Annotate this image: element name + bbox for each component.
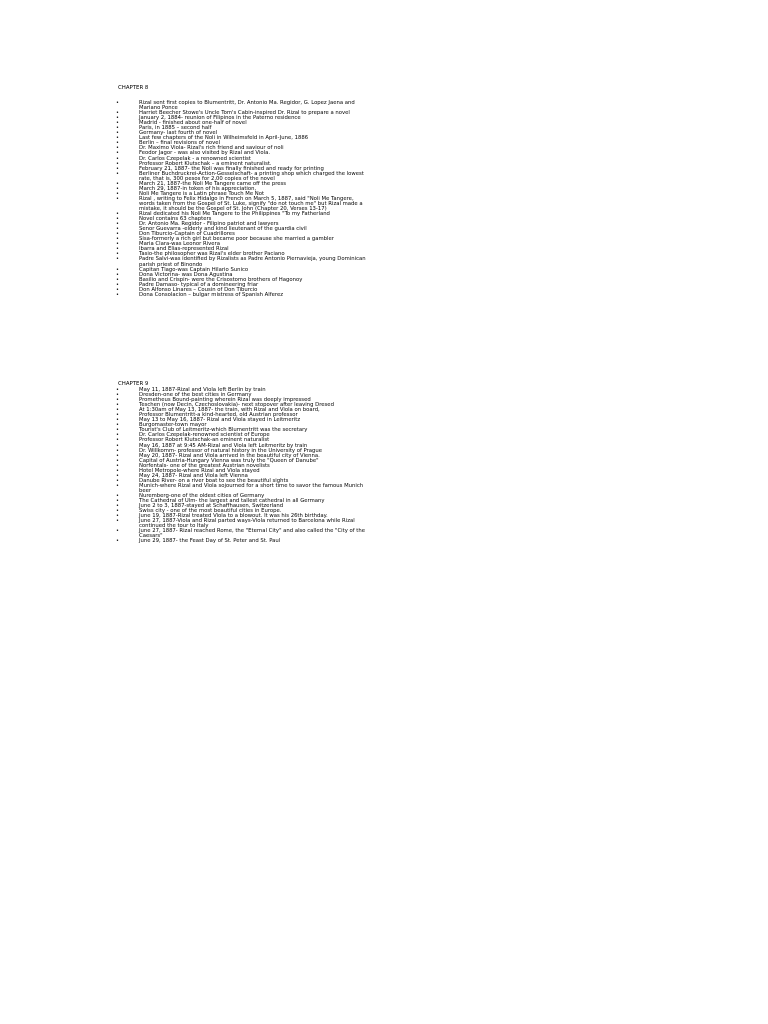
list-item: • Germany- last fourth of novel xyxy=(116,131,366,136)
list-item: • Munich-where Rizal and Viola sojourned for a short time to savor the famous Munich beer xyxy=(116,484,366,494)
list-item: • Dresden-one of the best cities in Germany xyxy=(116,393,366,398)
list-item: • Norfentals- one of the greatest Austrian novelists xyxy=(116,464,366,469)
list-item: • Harriet Beecher Stowe's Uncle Tom's Cabin-inspired Dr. Rizal to prepare a novel xyxy=(116,111,366,116)
list-item: • Prometheus Bound-painting wherein Rizal was deeply impressed xyxy=(116,398,366,403)
list-item: • The Cathedral of Ulm- the largest and tallest cathedral in all Germany xyxy=(116,499,366,504)
list-item: • June 29, 1887- the Feast Day of St. Peter and St. Paul xyxy=(116,539,366,544)
list-item: • June 27, 1887- Rizal reached Rome, the "Eternal City" and also called the "City of the Caesars" xyxy=(116,529,366,539)
list-item: • Padre Salvi-was identified by Rizalists as Padre Antonio Piernavieja, young Dominican parish priest of Binondo xyxy=(116,257,366,267)
list-item: • June 19, 1887-Rizal treated Viola to a blowout. It was his 26th birthday. xyxy=(116,514,366,519)
list-item: • Swiss city - one of the most beautiful cities in Europe. xyxy=(116,509,366,514)
list-item: • Capitan Tiago-was Captain Hilario Sunico xyxy=(116,268,366,273)
list-item: • Dr. Carlos Czepelak-renowned scientist of Europe xyxy=(116,433,366,438)
list-item: • January 2, 1884- reunion of Filipinos in the Paterno residence xyxy=(116,116,366,121)
list-item: • Dr. Carlos Czepelak - a renowned scientist xyxy=(116,157,366,162)
list-item: • May 20, 1887- Rizal and Viola arrived in the beautiful city of Vienna. xyxy=(116,454,366,459)
list-item: • March 21, 1887-the Noli Me Tangere came off the press xyxy=(116,182,366,187)
chapter-9-heading: CHAPTER 9 xyxy=(118,381,149,387)
list-item: • March 29, 1887-in token of his appreciation, xyxy=(116,187,366,192)
list-item: • May 13 to May 16, 1887- Rizal and Viola stayed in Leitmeritz xyxy=(116,418,366,423)
list-item: • May 24, 1887- Rizal and Viola left Vienna xyxy=(116,474,366,479)
list-item: • June 27, 1887-Viola and Rizal parted ways-Viola returned to Barcelona while Rizal continued the tour to Italy xyxy=(116,519,366,529)
list-item: • June 2 to 3, 1887-stayed at Schaffhausen, Switzerland xyxy=(116,504,366,509)
list-item: • Don Alfonso Linares – Cousin of Don Tiburcio xyxy=(116,288,366,293)
list-item: • Danube River- on a river boat to see the beautiful sights xyxy=(116,479,366,484)
list-item: • Maria Clara-was Leonor Rivera xyxy=(116,242,366,247)
list-item: • Sisa-formerly a rich girl but became poor because she married a gambler xyxy=(116,237,366,242)
list-item: • Basilio and Crispin- were the Crisostomo brothers of Hagonoy xyxy=(116,278,366,283)
list-item: • Tourist's Club of Leitmeritz-which Blumentritt was the secretary xyxy=(116,428,366,433)
list-item: • Madrid - finished about one-half of novel xyxy=(116,121,366,126)
list-item: • Rizal , writing to Felix Hidalgo in French on March 5, 1887, said "Noli Me Tangere, words taken from the Gospel of St. Luke, signify "do not touch me" but Rizal made a mistake, it should be the Gospel of St. John (Chapter 20, Verses 13-17) xyxy=(116,197,366,212)
list-item: • Nuremberg-one of the oldest cities of Germany xyxy=(116,494,366,499)
list-item: • Professor Robert Klutschak – a eminent naturalist. xyxy=(116,162,366,167)
list-item: • Berlin – final revisions of novel xyxy=(116,141,366,146)
list-item: • Dr. Willkomm- professor of natural history in the University of Prague xyxy=(116,449,366,454)
list-item: • Dr. Maximo Viola- Rizal's rich friend and saviour of noli xyxy=(116,146,366,151)
list-item: • Professor Blumentritt-a kind-hearted, old Austrian professor xyxy=(116,413,366,418)
list-item: • Dona Consolacion – bulgar mistress of Spanish Alferez xyxy=(116,293,366,298)
list-item: • Don Tiburcio-Captain of Cuadrillores xyxy=(116,232,366,237)
list-item: • Novel contains 63 chapters xyxy=(116,217,366,222)
list-item: • Burgomaster-town mayor xyxy=(116,423,366,428)
list-item: • February 21, 1887- the Noli was finally finished and ready for printing xyxy=(116,167,366,172)
list-item: • Noli Me Tangere is a Latin phrase Touch Me Not xyxy=(116,192,366,197)
chapter-8-list xyxy=(116,101,366,298)
list-item: • May 11, 1887-Rizal and Viola left Berlin by train xyxy=(116,388,366,393)
list-item: • Senor Guevarra -elderly and kind lieutenant of the guardia civil xyxy=(116,227,366,232)
list-item: • At 1:30am of May 13, 1887- the train, with Rizal and Viola on board, xyxy=(116,408,366,413)
list-item: • Ibarra and Elias-represented Rizal xyxy=(116,247,366,252)
list-item: • Hotel Metropole-where Rizal and Viola stayed xyxy=(116,469,366,474)
list-item: • Berliner Buchdruckrei-Action-Gesselschaft- a printing shop which charged the lowest rate, that is, 300 pesos for 2,00 copies of the novel xyxy=(116,172,366,182)
list-item: • Professor Robert Klutschak-an eminent naturalist xyxy=(116,438,366,443)
list-item: • Tasio-the philosopher was Rizal's elder brother Paciano xyxy=(116,252,366,257)
list-item: • Rizal dedicated his Noli Me Tangere to the Philippines "To my Fatherland xyxy=(116,212,366,217)
chapter-8-heading: CHAPTER 8 xyxy=(118,85,149,91)
list-item: • Last few chapters of the Noli in Wilheimsfeld in April-June, 1886 xyxy=(116,136,366,141)
list-item: • Padre Damaso- typical of a domineering friar xyxy=(116,283,366,288)
chapter-9-list xyxy=(116,388,366,544)
list-item: • Rizal sent first copies to Blumentritt, Dr. Antonio Ma. Regidor, G. Lopez Jaena and Mariano Ponce xyxy=(116,101,366,111)
list-item: • Dr. Antonio Ma. Regidor - Filipino patriot and lawyers xyxy=(116,222,366,227)
list-item: • Paris, in 1885 – second half xyxy=(116,126,366,131)
list-item: • May 16, 1887 at 9:45 AM-Rizal and Viola left Leitmeritz by train xyxy=(116,444,366,449)
list-item: • Teschen (now Decin, Czechoslovakia)- next stopover after leaving Dresed xyxy=(116,403,366,408)
list-item: • Capital of Austria-Hungary Vienna was truly the "Queen of Danube" xyxy=(116,459,366,464)
list-item: • Dona Victorina- was Dona Agustina xyxy=(116,273,366,278)
list-item: • Feodor Jagor - was also visited by Rizal and Viola. xyxy=(116,151,366,156)
